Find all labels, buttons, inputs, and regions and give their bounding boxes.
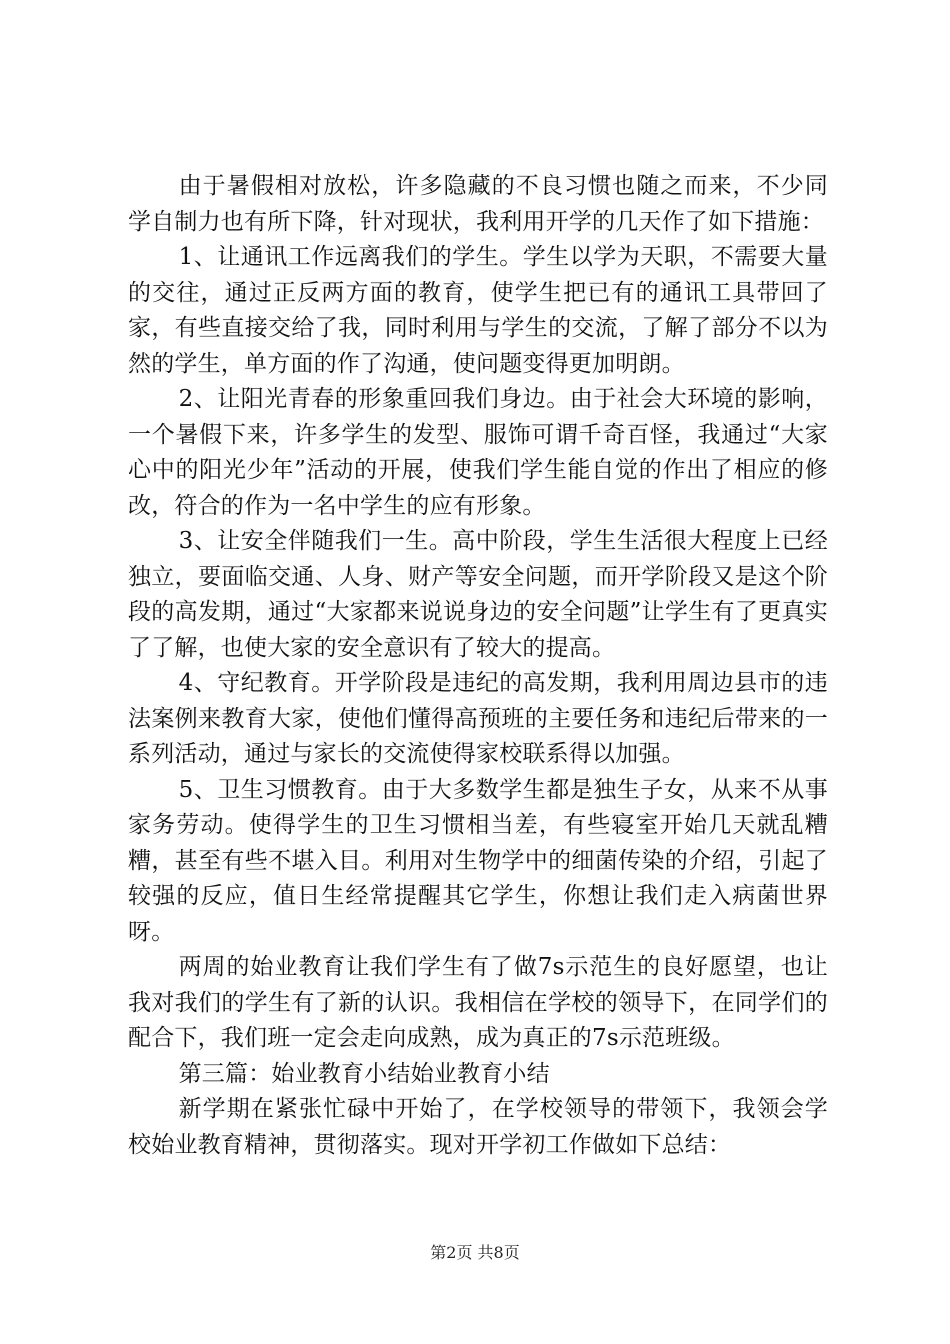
paragraph-item-4: 4、守纪教育。开学阶段是违纪的高发期，我利用周边县市的违法案例来教育大家，使他们懂得高预班的主要任务和违纪后带来的一系列活动，通过与家长的交流使得家校联系得以加强。 xyxy=(128,670,828,767)
document-body xyxy=(128,169,828,1163)
paragraph-item-2: 2、让阳光青春的形象重回我们身边。由于社会大环境的影响，一个暑假下来，许多学生的发型、服饰可谓千奇百怪，我通过“大家心中的阳光少年”活动的开展，使我们学生能自觉的作出了相应的修改，符合的作为一名中学生的应有形象。 xyxy=(128,386,828,519)
paragraph-item-5: 5、卫生习惯教育。由于大多数学生都是独生子女，从来不从事家务劳动。使得学生的卫生习惯相当差，有些寝室开始几天就乱糟糟，甚至有些不堪入目。利用对生物学中的细菌传染的介绍，引起了较强的反应，值日生经常提醒其它学生，你想让我们走入病菌世界呀。 xyxy=(128,776,828,945)
paragraph-item-3: 3、让安全伴随我们一生。高中阶段，学生生活很大程度上已经独立，要面临交通、人身、财产等安全问题，而开学阶段又是这个阶段的高发期，通过“大家都来说说身边的安全问题”让学生有了更真实了了解，也使大家的安全意识有了较大的提高。 xyxy=(128,528,828,661)
section-heading: 第三篇：始业教育小结始业教育小结 xyxy=(178,1060,550,1087)
paragraph-section-intro: 新学期在紧张忙碌中开始了，在学校领导的带领下，我领会学校始业教育精神，贯彻落实。现对开学初工作做如下总结： xyxy=(128,1096,828,1158)
paragraph-intro: 由于暑假相对放松，许多隐藏的不良习惯也随之而来，不少同学自制力也有所下降，针对现状，我利用开学的几天作了如下措施： xyxy=(128,173,828,235)
paragraph-conclusion: 两周的始业教育让我们学生有了做7s示范生的良好愿望，也让我对我们的学生有了新的认识。我相信在学校的领导下，在同学们的配合下，我们班一定会走向成熟，成为真正的7s示范班级。 xyxy=(128,954,828,1051)
page-number: 第2页 共8页 xyxy=(430,1243,520,1262)
paragraph-item-1: 1、让通讯工作远离我们的学生。学生以学为天职，不需要大量的交往，通过正反两方面的教育，使学生把已有的通讯工具带回了家，有些直接交给了我，同时利用与学生的交流，了解了部分不以为然的学生，单方面的作了沟通，使问题变得更加明朗。 xyxy=(128,244,828,377)
